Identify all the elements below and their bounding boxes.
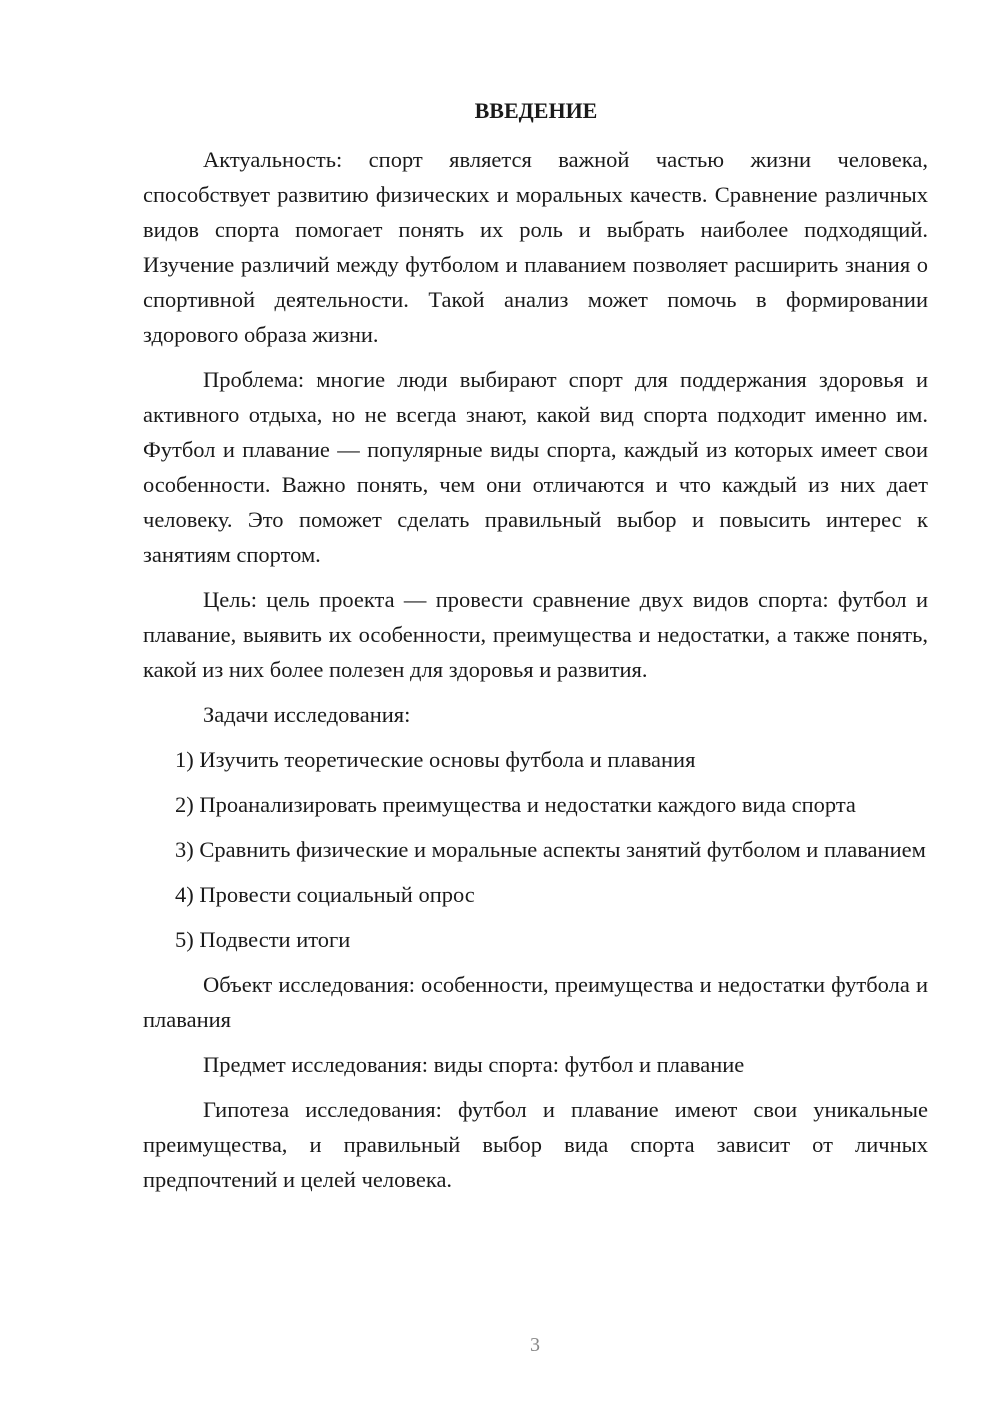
page-number: 3 xyxy=(530,1334,540,1356)
paragraph-subject: Предмет исследования: виды спорта: футбол и плавание xyxy=(203,1052,745,1077)
paragraph-problem: Проблема: многие люди выбирают спорт для поддержания здоровья и активного отдыха, но не всегда знают, какой вид спорта подходит именно им. Футбол и плавание — популярные виды спорта, каждый из которых имеет свои особенности. Важно понять, чем они отличаются и что каждый из них дает человеку. Это поможет сделать правильный выбор и повысить интерес к занятиям спортом. xyxy=(143,367,928,567)
tasks-heading: Задачи исследования: xyxy=(203,702,411,727)
task-item-4: 4) Провести социальный опрос xyxy=(175,882,475,907)
task-item-1: 1) Изучить теоретические основы футбола и плавания xyxy=(175,747,696,772)
document-body xyxy=(143,142,928,1207)
paragraph-goal: Цель: цель проекта — провести сравнение двух видов спорта: футбол и плавание, выявить их особенности, преимущества и недостатки, а также понять, какой из них более полезен для здоровья и развития. xyxy=(143,587,928,682)
task-item-2: 2) Проанализировать преимущества и недостатки каждого вида спорта xyxy=(175,792,856,817)
task-item-5: 5) Подвести итоги xyxy=(175,927,351,952)
paragraph-hypothesis: Гипотеза исследования: футбол и плавание имеют свои уникальные преимущества, и правильный выбор вида спорта зависит от личных предпочтений и целей человека. xyxy=(143,1097,928,1192)
task-item-3: 3) Сравнить физические и моральные аспекты занятий футболом и плаванием xyxy=(175,837,926,862)
page-title: ВВЕДЕНИЕ xyxy=(474,98,598,123)
paragraph-object: Объект исследования: особенности, преимущества и недостатки футбола и плавания xyxy=(143,972,928,1032)
paragraph-relevance: Актуальность: спорт является важной частью жизни человека, способствует развитию физических и моральных качеств. Сравнение различных видов спорта помогает понять их роль и выбрать наиболее подходящий. Изучение различий между футболом и плаванием позволяет расширить знания о спортивной деятельности. Такой анализ может помочь в формировании здорового образа жизни. xyxy=(143,147,928,347)
